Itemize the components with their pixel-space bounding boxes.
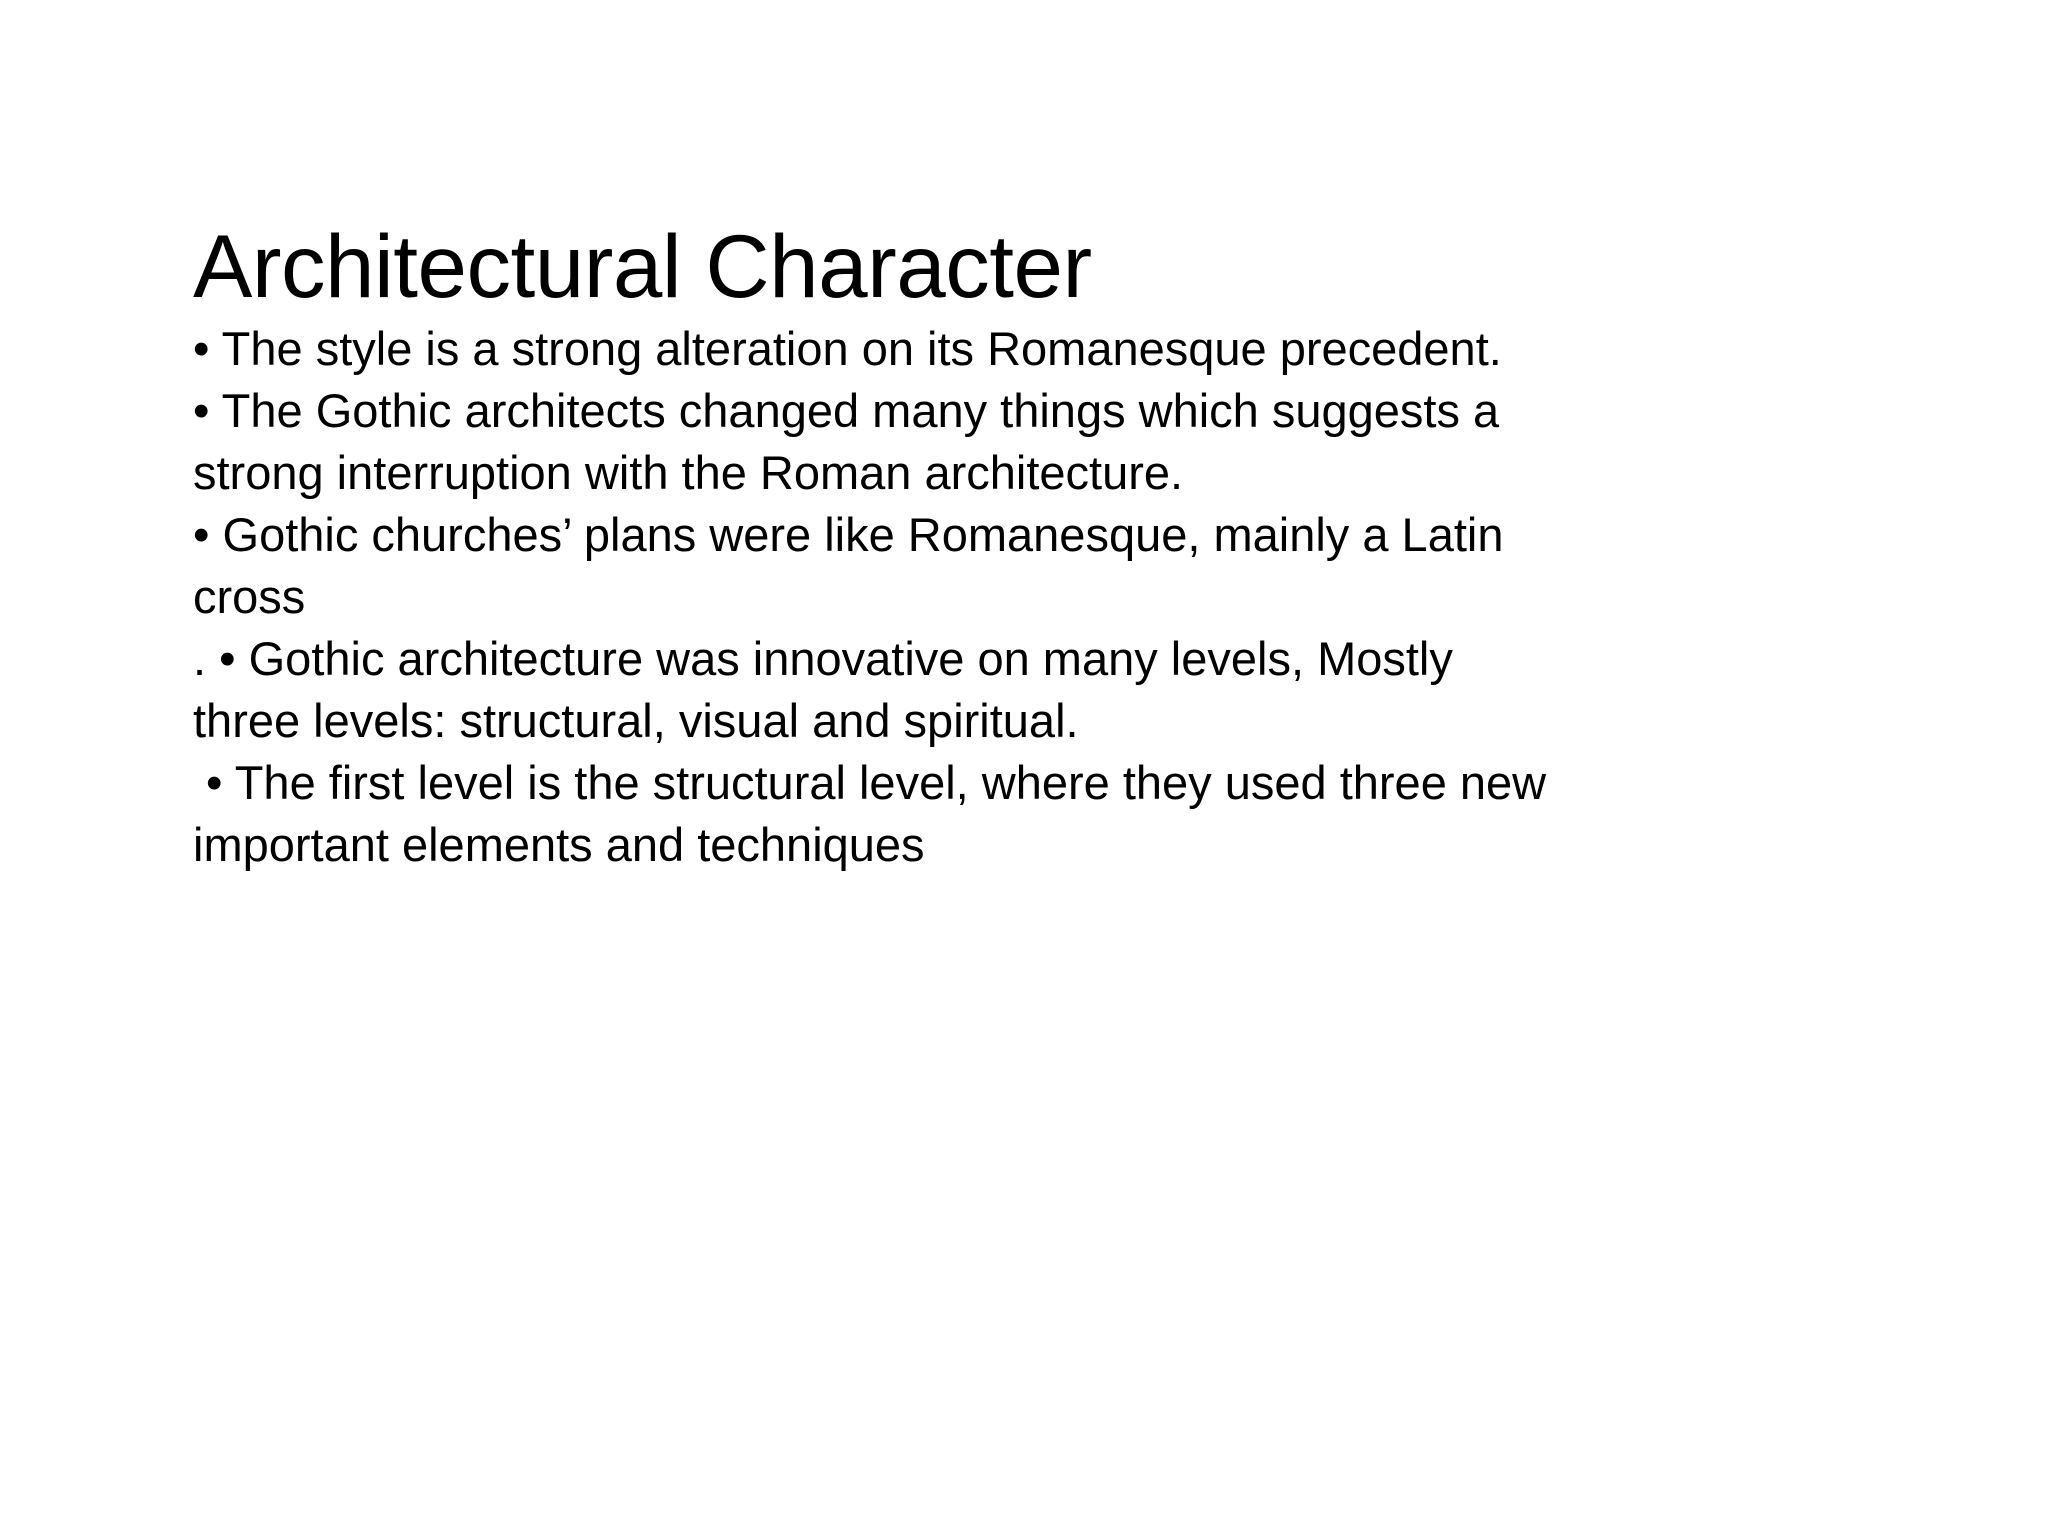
slide-title: Architectural Character — [193, 216, 1092, 316]
body-line: • Gothic churches’ plans were like Romanesque, mainly a Latin — [193, 508, 1504, 561]
slide-content — [193, 214, 1793, 876]
body-line: • The first level is the structural level, where they used three new — [193, 756, 1547, 809]
body-line: strong interruption with the Roman architecture. — [193, 446, 1184, 499]
body-line: important elements and techniques — [193, 818, 925, 871]
body-line: cross — [193, 570, 306, 623]
body-line: three levels: structural, visual and spiritual. — [193, 694, 1079, 747]
body-line: . • Gothic architecture was innovative on many levels, Mostly — [193, 632, 1453, 685]
body-line: • The style is a strong alteration on its Romanesque precedent. — [193, 322, 1502, 375]
slide-body — [193, 318, 1793, 876]
body-line: • The Gothic architects changed many things which suggests a — [193, 384, 1500, 437]
